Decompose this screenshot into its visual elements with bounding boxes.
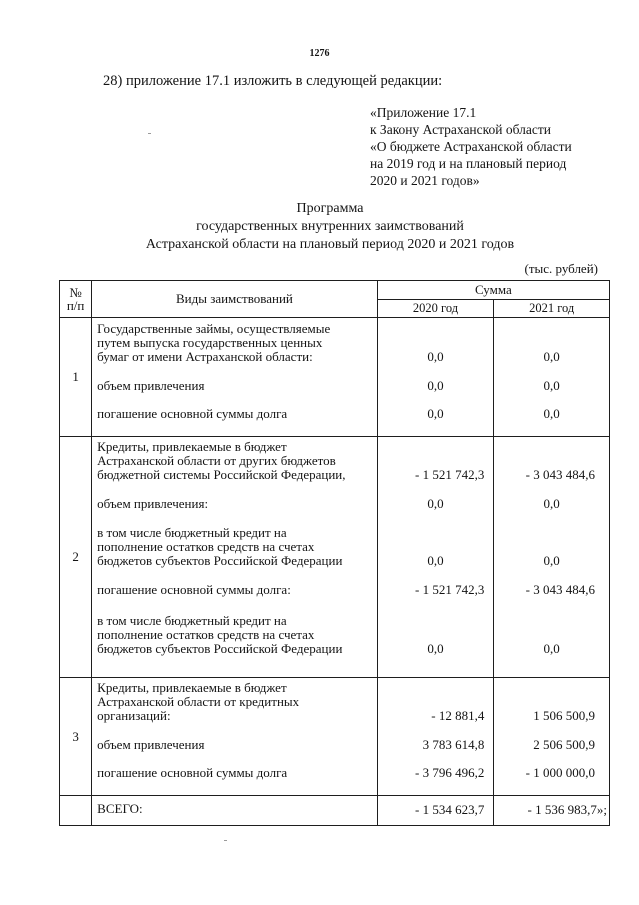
row-number: 3 bbox=[60, 678, 92, 796]
amendment-intro: 28) приложение 17.1 изложить в следующей редакции: bbox=[103, 73, 443, 89]
value-cell: 0,0 bbox=[543, 553, 560, 568]
header-number-line: п/п bbox=[66, 298, 85, 313]
value-cell: 0,0 bbox=[543, 378, 560, 393]
desc-line: Государственные займы, осуществляемые bbox=[97, 321, 331, 336]
values-2021 bbox=[494, 678, 610, 796]
title-line: Астраханской области на плановый период 2020 и 2021 годов bbox=[145, 237, 515, 252]
value-cell: 0,0 bbox=[543, 496, 560, 511]
table-row bbox=[60, 678, 610, 796]
annex-line: 2020 и 2021 годов» bbox=[370, 173, 480, 188]
values-2021 bbox=[494, 318, 610, 437]
value-cell: 0,0 bbox=[427, 349, 444, 364]
desc-line: Астраханской области от кредитных bbox=[97, 694, 300, 709]
value-cell: - 3 796 496,2 bbox=[415, 765, 485, 780]
row-description bbox=[92, 678, 378, 796]
units-label: (тыс. рублей) bbox=[524, 261, 598, 276]
total-value-2020: - 1 534 623,7 bbox=[415, 802, 485, 817]
table-row bbox=[60, 318, 610, 437]
row-number bbox=[60, 796, 92, 826]
values-2020 bbox=[377, 437, 494, 678]
annex-line: «Приложение 17.1 bbox=[370, 105, 477, 120]
values-2021 bbox=[494, 437, 610, 678]
header-number bbox=[60, 281, 92, 318]
header-year-2020: 2020 год bbox=[377, 300, 494, 318]
desc-line: путем выпуска государственных ценных bbox=[97, 335, 323, 350]
table-row bbox=[60, 437, 610, 678]
annex-line: «О бюджете Астраханской области bbox=[370, 139, 572, 154]
value-cell: - 1 521 742,3 bbox=[415, 582, 485, 597]
desc-line: погашение основной суммы долга bbox=[97, 765, 288, 780]
total-2021-cell bbox=[494, 796, 610, 826]
title-line: государственных внутренних заимствований bbox=[196, 219, 464, 234]
scan-speck bbox=[148, 133, 151, 134]
borrowing-program-table bbox=[59, 280, 610, 826]
value-cell: - 1 521 742,3 bbox=[415, 467, 485, 482]
desc-line: Кредиты, привлекаемые в бюджет bbox=[97, 439, 287, 454]
desc-line: бюджетной системы Российской Федерации, bbox=[97, 467, 346, 482]
header-sum: Сумма bbox=[377, 281, 609, 300]
desc-line: погашение основной суммы долга bbox=[97, 406, 288, 421]
total-label: ВСЕГО: bbox=[97, 801, 143, 816]
row-number: 1 bbox=[60, 318, 92, 437]
value-cell: 0,0 bbox=[543, 641, 560, 656]
row-description bbox=[92, 318, 378, 437]
header-year-2021: 2021 год bbox=[494, 300, 610, 318]
desc-line: объем привлечения bbox=[97, 378, 205, 393]
value-cell: 0,0 bbox=[427, 406, 444, 421]
total-2020-cell bbox=[377, 796, 494, 826]
values-2020 bbox=[377, 318, 494, 437]
desc-line: объем привлечения: bbox=[97, 496, 209, 511]
desc-line: в том числе бюджетный кредит на bbox=[97, 613, 287, 628]
desc-line: бюджетов субъектов Российской Федерации bbox=[97, 641, 343, 656]
total-label-cell bbox=[92, 796, 378, 826]
annex-reference bbox=[370, 104, 572, 189]
value-cell: 0,0 bbox=[427, 641, 444, 656]
value-cell: 2 506 500,9 bbox=[533, 737, 595, 752]
value-cell: 1 506 500,9 bbox=[533, 708, 595, 723]
desc-line: Астраханской области от других бюджетов bbox=[97, 453, 336, 468]
page-number: 1276 bbox=[309, 48, 330, 59]
total-row bbox=[60, 796, 610, 826]
desc-line: бюджетов субъектов Российской Федерации bbox=[97, 553, 343, 568]
title-line: Программа bbox=[296, 201, 364, 216]
desc-line: бумаг от имени Астраханской области: bbox=[97, 349, 313, 364]
header-kinds: Виды заимствований bbox=[92, 281, 378, 318]
annex-line: на 2019 год и на плановый период bbox=[370, 156, 567, 171]
table-header-row bbox=[60, 281, 610, 300]
value-cell: 0,0 bbox=[427, 496, 444, 511]
row-description bbox=[92, 437, 378, 678]
value-cell: 0,0 bbox=[427, 378, 444, 393]
desc-line: объем привлечения bbox=[97, 737, 205, 752]
scan-speck bbox=[224, 840, 227, 841]
value-cell: 3 783 614,8 bbox=[422, 737, 485, 752]
value-cell: - 12 881,4 bbox=[431, 708, 485, 723]
value-cell: 0,0 bbox=[543, 349, 560, 364]
desc-line: в том числе бюджетный кредит на bbox=[97, 525, 287, 540]
total-value-2021: - 1 536 983,7»; bbox=[527, 802, 607, 817]
values-2020 bbox=[377, 678, 494, 796]
value-cell: - 1 000 000,0 bbox=[525, 765, 595, 780]
desc-line: организаций: bbox=[97, 708, 171, 723]
document-title bbox=[0, 200, 639, 254]
desc-line: погашение основной суммы долга: bbox=[97, 582, 291, 597]
value-cell: - 3 043 484,6 bbox=[525, 582, 595, 597]
value-cell: 0,0 bbox=[427, 553, 444, 568]
desc-line: пополнение остатков средств на счетах bbox=[97, 627, 315, 642]
desc-line: Кредиты, привлекаемые в бюджет bbox=[97, 680, 287, 695]
desc-line: пополнение остатков средств на счетах bbox=[97, 539, 315, 554]
row-number: 2 bbox=[60, 437, 92, 678]
annex-line: к Закону Астраханской области bbox=[370, 122, 552, 137]
value-cell: - 3 043 484,6 bbox=[525, 467, 595, 482]
value-cell: 0,0 bbox=[543, 406, 560, 421]
header-number-line: № bbox=[69, 285, 82, 300]
